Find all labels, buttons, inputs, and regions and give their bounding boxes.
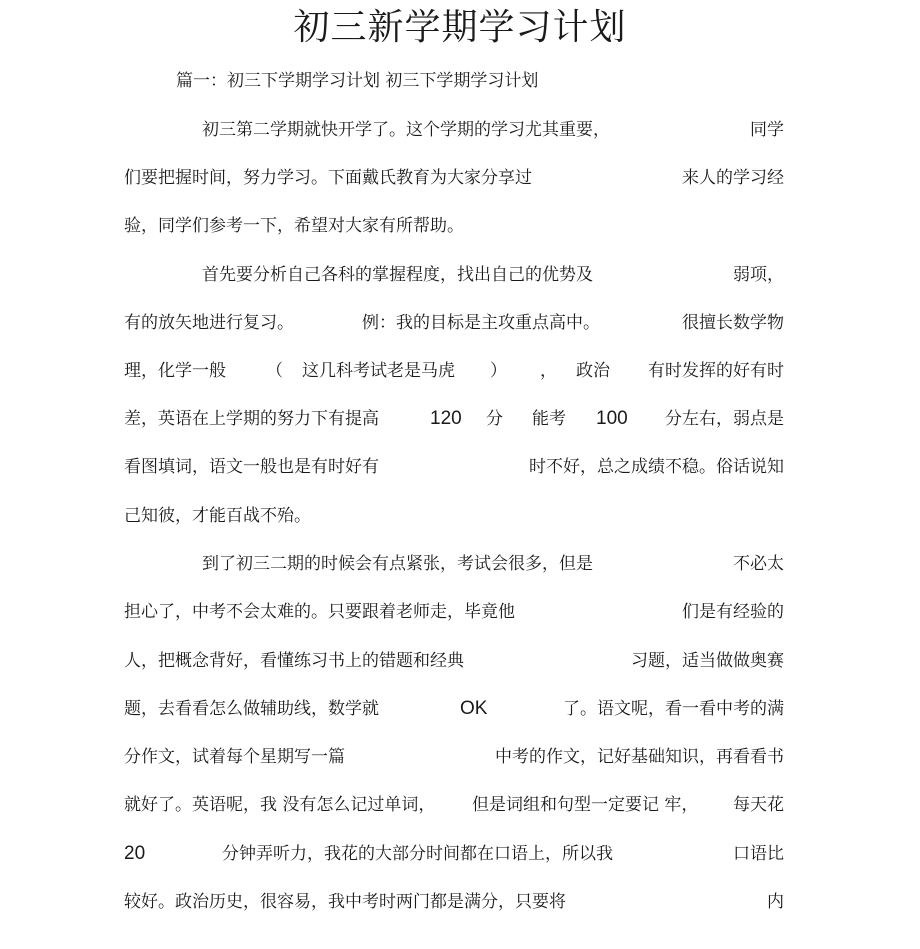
- text-segment: 分: [486, 409, 503, 429]
- paragraph-line: [124, 501, 784, 531]
- document-subtitle: 篇一：初三下学期学习计划 初三下学期学习计划: [176, 71, 539, 91]
- text-segment: 口语比: [733, 844, 784, 864]
- paragraph-line: [124, 404, 784, 434]
- paragraph-line: [124, 163, 784, 193]
- paragraph-line: [124, 694, 784, 724]
- text-segment: 们是有经验的: [682, 602, 784, 622]
- text-segment: 人，把概念背好，看懂练习书上的错题和经典: [124, 651, 464, 671]
- text-segment: 到了初三二期的时候会有点紧张，考试会很多，但是: [202, 554, 593, 574]
- text-segment: 们要把握时间，努力学习。下面戴氏教育为大家分享过: [124, 168, 532, 188]
- text-segment: ，: [540, 361, 557, 381]
- text-segment: 20: [124, 843, 146, 864]
- text-segment: 看图填词，语文一般也是有时好有: [124, 457, 379, 477]
- text-segment: 能考: [532, 409, 566, 429]
- text-segment: 这几科考试老是马虎: [302, 361, 455, 381]
- text-segment: 理，化学一般: [124, 361, 226, 381]
- paragraph-line: [124, 887, 784, 917]
- text-segment: （: [266, 361, 283, 381]
- text-segment: 较好。政治历史，很容易，我中考时两门都是满分，只要将: [124, 892, 566, 912]
- text-segment: ）: [490, 361, 507, 381]
- text-segment: OK: [460, 698, 488, 719]
- text-segment: 同学: [750, 120, 784, 140]
- paragraph-line: [124, 790, 784, 820]
- paragraph-line: [124, 549, 784, 579]
- paragraph-line: [124, 260, 784, 290]
- text-segment: 就好了。英语呢，我 没有怎么记过单词，: [124, 795, 436, 815]
- text-segment: 分钟弄听力，我花的大部分时间都在口语上，所以我: [222, 844, 613, 864]
- text-segment: 习题，适当做做奥赛: [631, 651, 784, 671]
- text-segment: 题，去看看怎么做辅助线，数学就: [124, 699, 379, 719]
- paragraph-line: [124, 742, 784, 772]
- document-title: 初三新学期学习计划: [293, 7, 627, 48]
- text-segment: 每天花: [733, 795, 784, 815]
- text-segment: 100: [596, 408, 628, 429]
- text-segment: 但是词组和句型一定要记 牢，: [472, 795, 699, 815]
- text-segment: 很擅长数学物: [682, 313, 784, 333]
- paragraph-line: [124, 839, 784, 869]
- text-segment: 来人的学习经: [682, 168, 784, 188]
- paragraph-line: [124, 308, 784, 338]
- text-segment: 120: [430, 408, 462, 429]
- paragraph-line: [124, 115, 784, 145]
- text-segment: 首先要分析自己各科的掌握程度，找出自己的优势及: [202, 265, 593, 285]
- paragraph-line: [124, 356, 784, 386]
- text-segment: 担心了，中考不会太难的。只要跟着老师走，毕竟他: [124, 602, 515, 622]
- paragraph-line: [124, 597, 784, 627]
- text-segment: 政治: [576, 361, 610, 381]
- paragraph-line: [124, 211, 784, 241]
- text-segment: 例：我的目标是主攻重点高中。: [362, 313, 600, 333]
- paragraph-line: [124, 646, 784, 676]
- text-segment: 初三第二学期就快开学了。这个学期的学习尤其重要，: [202, 120, 610, 140]
- text-segment: 有时发挥的好有时: [648, 361, 784, 381]
- text-segment: 差，英语在上学期的努力下有提高: [124, 409, 379, 429]
- text-segment: 时不好，总之成绩不稳。俗话说知: [529, 457, 784, 477]
- text-segment: 分左右，弱点是: [665, 409, 784, 429]
- text-segment: 中考的作文，记好基础知识，再看看书: [495, 747, 784, 767]
- text-segment: 内: [767, 892, 784, 912]
- text-segment: 分作文，试着每个星期写一篇: [124, 747, 345, 767]
- text-segment: 有的放矢地进行复习。: [124, 313, 294, 333]
- text-segment: 不必太: [733, 554, 784, 574]
- text-segment: 了。语文呢，看一看中考的满: [563, 699, 784, 719]
- text-segment: 弱项，: [733, 265, 784, 285]
- text-segment: 己知彼，才能百战不殆。: [124, 506, 311, 526]
- text-segment: 验，同学们参考一下，希望对大家有所帮助。: [124, 216, 464, 236]
- paragraph-line: [124, 452, 784, 482]
